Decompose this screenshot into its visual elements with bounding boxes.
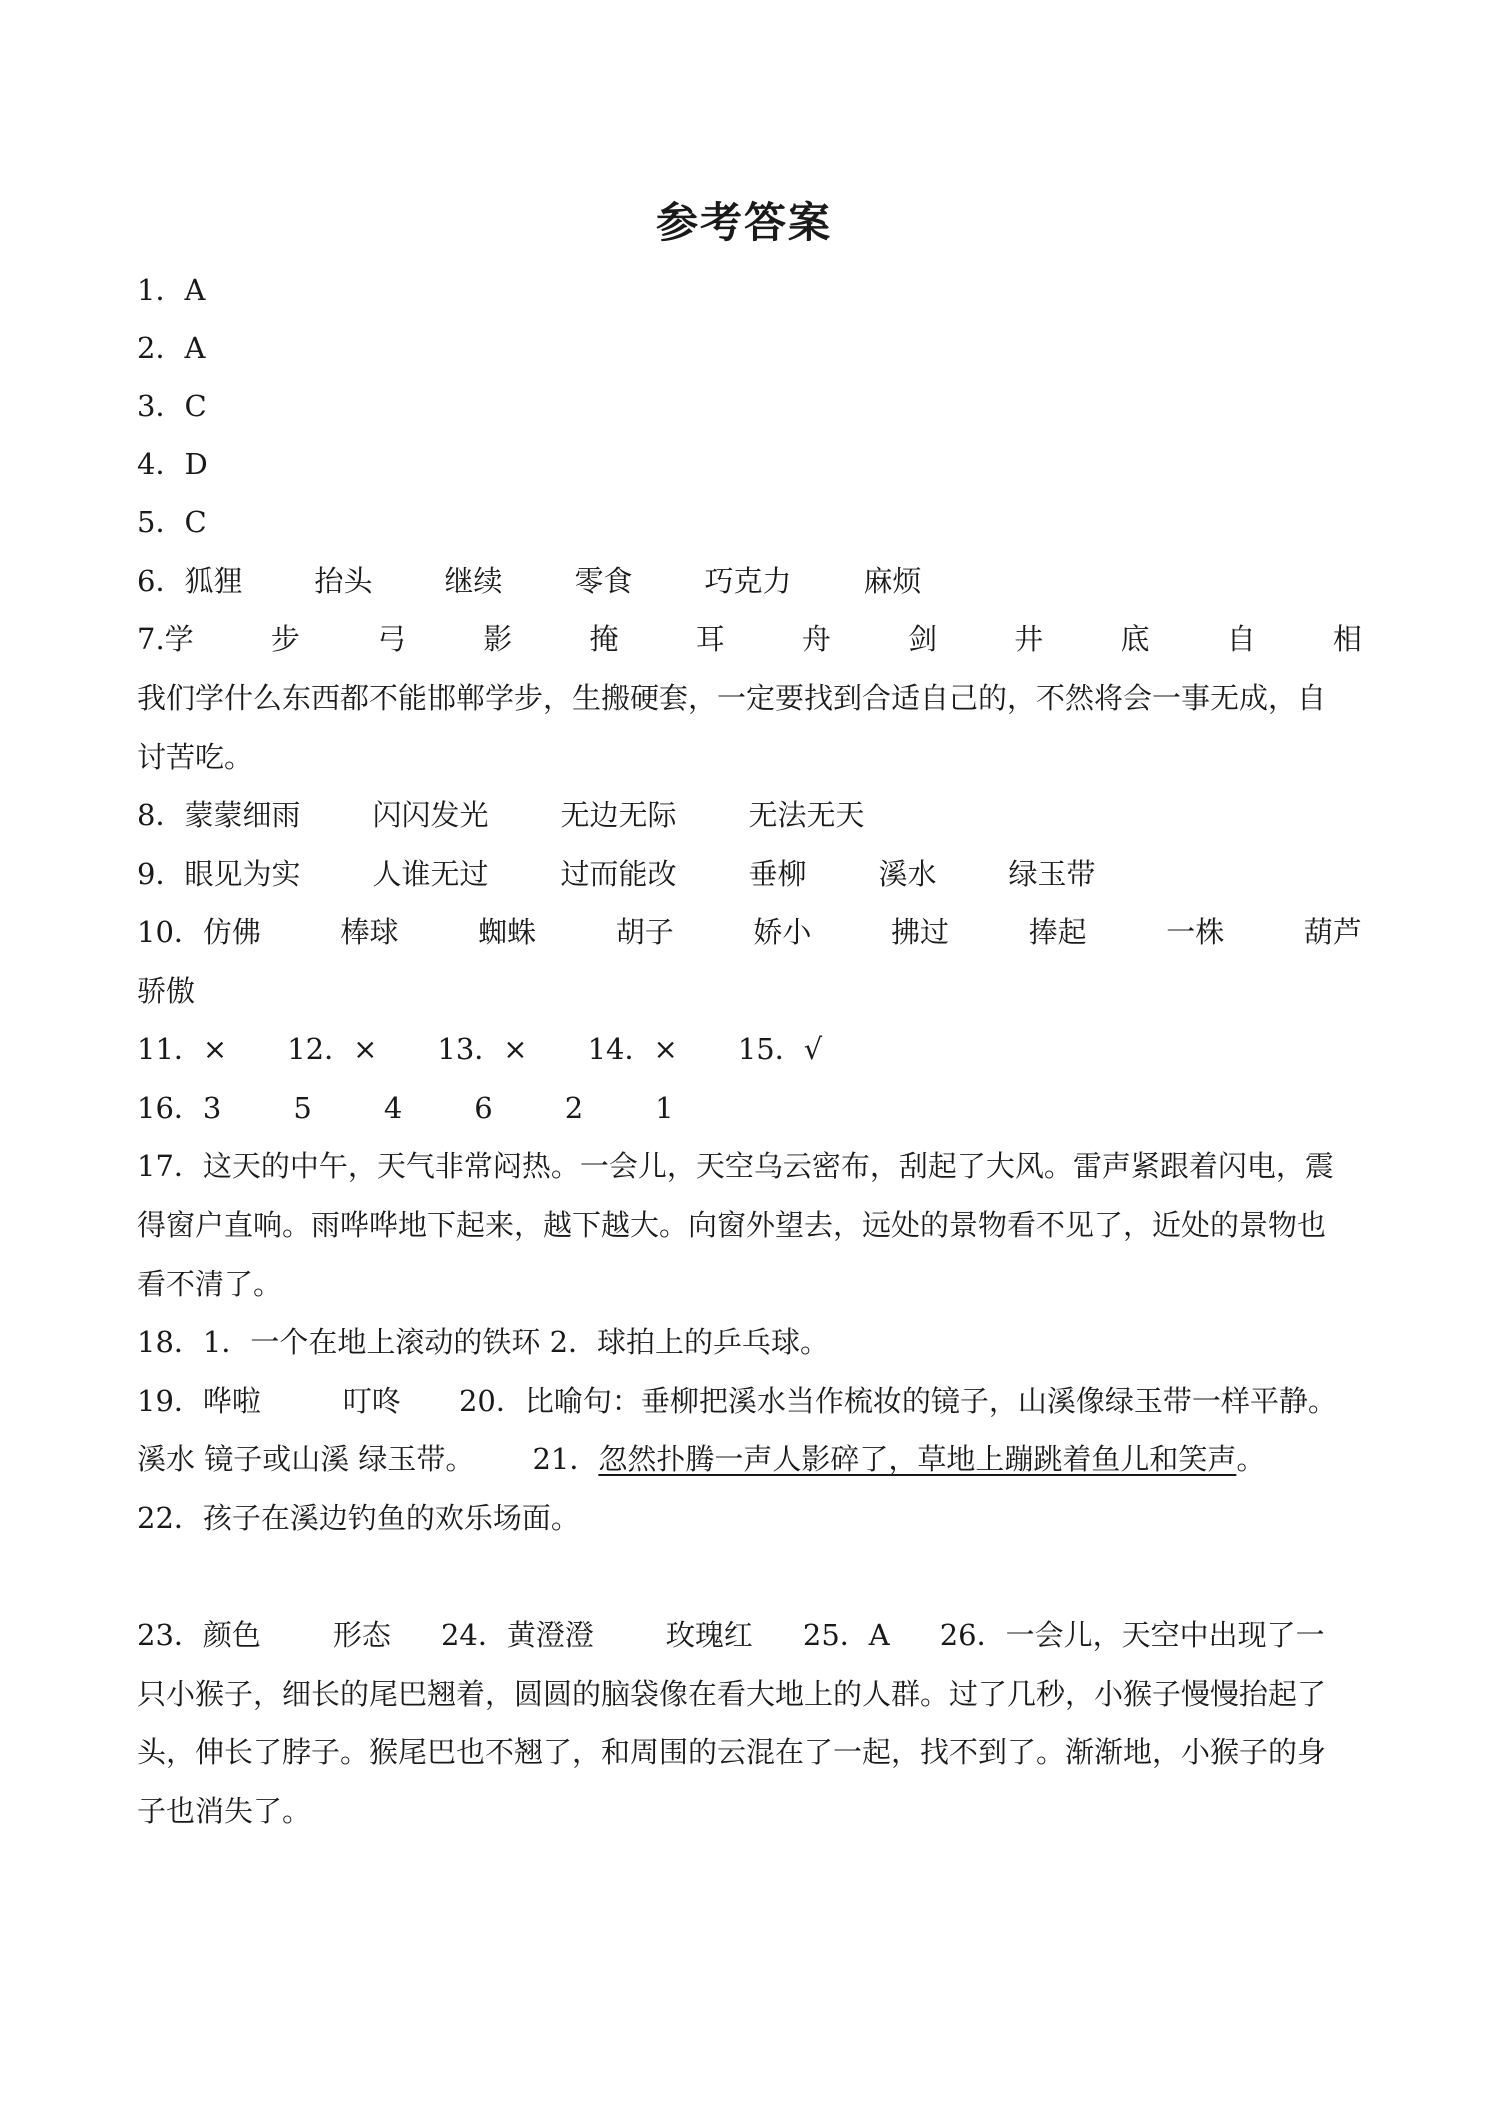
answer-16-value: 2 xyxy=(564,1091,584,1125)
answer-6-number: 6． xyxy=(137,564,185,598)
answer-19-word: 哗啦 xyxy=(202,1384,261,1418)
answer-7-line-2: 我们学什么东西都不能邯郸学步，生搬硬套，一定要找到合适自己的，不然将会一事无成，自 xyxy=(137,681,1327,715)
answers-23-26 xyxy=(137,1615,1362,1655)
answer-19-word: 叮咚 xyxy=(342,1384,401,1418)
answer-7-char: 剑 xyxy=(908,622,938,656)
answer-21-underlined-text: 忽然扑腾一声人影碎了，草地上蹦跳着鱼儿和笑声 xyxy=(598,1442,1237,1476)
answer-9-word: 过而能改 xyxy=(560,857,677,891)
answer-6-word: 麻烦 xyxy=(863,564,922,598)
answer-9-number: 9． xyxy=(137,857,185,891)
answer-9-word: 垂柳 xyxy=(748,857,807,891)
answer-7-char: 耳 xyxy=(695,622,725,656)
answer-12: 12．× xyxy=(287,1032,378,1066)
answer-23-word: 颜色 xyxy=(202,1618,261,1652)
answer-2: 2．A xyxy=(137,331,206,365)
answer-5: 5．C xyxy=(137,505,207,539)
answer-16-value: 3 xyxy=(202,1091,222,1125)
answer-21-period: 。 xyxy=(1236,1442,1266,1476)
answer-13: 13．× xyxy=(437,1032,528,1066)
answer-6-word: 狐狸 xyxy=(184,564,243,598)
answers-20-21 xyxy=(137,1439,1362,1479)
answer-6-word: 巧克力 xyxy=(704,564,792,598)
answer-7-number-char xyxy=(137,619,194,659)
answer-17-line-2: 得窗户直响。雨哗哗地下起来，越下越大。向窗外望去，远处的景物看不见了，近处的景物也 xyxy=(137,1208,1327,1242)
page-title: 参考答案 xyxy=(655,198,832,247)
answer-8-word: 无边无际 xyxy=(560,798,677,832)
answer-7-char: 底 xyxy=(1120,622,1150,656)
answer-7-char: 舟 xyxy=(801,622,831,656)
answer-20-continued: 溪水 镜子或山溪 绿玉带。 xyxy=(137,1442,475,1476)
answer-10-word: 葫芦 xyxy=(1303,915,1362,949)
answer-8-word: 蒙蒙细雨 xyxy=(184,798,301,832)
answer-1: 1．A xyxy=(137,273,206,307)
answer-26-line-4: 子也消失了。 xyxy=(137,1794,312,1828)
answer-7-char: 影 xyxy=(483,622,513,656)
answer-10-word: 捧起 xyxy=(1028,915,1087,949)
answer-10-word: 仿佛 xyxy=(202,915,261,949)
answer-8-word: 无法无天 xyxy=(748,798,865,832)
answer-16-value: 6 xyxy=(474,1091,493,1125)
answer-6-word: 抬头 xyxy=(314,564,373,598)
answer-22: 22．孩子在溪边钓鱼的欢乐场面。 xyxy=(137,1501,580,1535)
answers-19-20 xyxy=(137,1381,1362,1421)
answer-10-number-word xyxy=(137,912,261,952)
answer-18: 18．1．一个在地上滚动的铁环 2．球拍上的乒乓球。 xyxy=(137,1325,830,1359)
answer-6-word: 继续 xyxy=(444,564,503,598)
answer-10-word: 胡子 xyxy=(615,915,674,949)
answer-9-word: 眼见为实 xyxy=(184,857,301,891)
answer-16-value: 5 xyxy=(293,1091,312,1125)
answer-19-number: 19． xyxy=(137,1384,203,1418)
answer-10-number: 10． xyxy=(137,915,203,949)
answer-3: 3．C xyxy=(137,389,207,423)
answer-8 xyxy=(137,795,1362,835)
answer-9-word: 绿玉带 xyxy=(1008,857,1096,891)
answer-4: 4．D xyxy=(137,447,208,481)
answer-16 xyxy=(137,1088,1362,1128)
answer-20: 20．比喻句：垂柳把溪水当作梳妆的镜子，山溪像绿玉带一样平静。 xyxy=(458,1384,1337,1418)
answer-7-char: 自 xyxy=(1226,622,1256,656)
answer-10-word: 棒球 xyxy=(340,915,399,949)
answer-7-line-3: 讨苦吃。 xyxy=(137,740,254,774)
answer-7-char: 步 xyxy=(270,622,300,656)
answer-7-char: 学 xyxy=(164,622,194,656)
answer-10-word: 蜘蛛 xyxy=(478,915,537,949)
answer-16-value: 1 xyxy=(655,1091,674,1125)
answer-23-word: 形态 xyxy=(332,1618,391,1652)
answer-10-word: 娇小 xyxy=(753,915,812,949)
answer-7-chars xyxy=(137,619,1362,659)
answer-14: 14．× xyxy=(587,1032,678,1066)
answer-7-char: 相 xyxy=(1332,622,1362,656)
answer-26-start: 26．一会儿，天空中出现了一 xyxy=(939,1618,1325,1652)
answer-26-line-2: 只小猴子，细长的尾巴翘着，圆圆的脑袋像在看大地上的人群。过了几秒，小猴子慢慢抬起了 xyxy=(137,1677,1327,1711)
answer-24-number: 24． xyxy=(440,1618,507,1652)
answer-26-line-3: 头，伸长了脖子。猴尾巴也不翘了，和周围的云混在了一起，找不到了。渐渐地，小猴子的身 xyxy=(137,1735,1327,1769)
answer-25: 25．A xyxy=(802,1618,890,1652)
answer-6 xyxy=(137,561,1362,601)
answer-21-number: 21． xyxy=(532,1442,599,1476)
answer-16-value: 4 xyxy=(383,1091,403,1125)
answers-11-15 xyxy=(137,1029,1362,1069)
answer-15: 15．√ xyxy=(737,1032,823,1066)
answer-7-char: 井 xyxy=(1014,622,1044,656)
answer-10-line-2: 骄傲 xyxy=(137,974,196,1008)
answer-6-word: 零食 xyxy=(574,564,633,598)
answer-7-char: 掩 xyxy=(589,622,619,656)
answer-7-number: 7. xyxy=(137,622,165,656)
answer-17-line-3: 看不清了。 xyxy=(137,1267,283,1301)
answer-7-char: 弓 xyxy=(377,622,407,656)
answer-8-word: 闪闪发光 xyxy=(372,798,489,832)
answer-10 xyxy=(137,912,1362,952)
answer-24-word: 玫瑰红 xyxy=(665,1618,753,1652)
answer-9-word: 溪水 xyxy=(878,857,937,891)
answer-8-number: 8． xyxy=(137,798,185,832)
answer-17-line-1: 17．这天的中午，天气非常闷热。一会儿，天空乌云密布，刮起了大风。雷声紧跟着闪电，震 xyxy=(137,1149,1334,1183)
answer-11: 11．× xyxy=(137,1032,228,1066)
answer-10-word: 拂过 xyxy=(891,915,950,949)
answer-10-word: 一株 xyxy=(1166,915,1225,949)
answer-9 xyxy=(137,854,1362,894)
answer-23-number: 23． xyxy=(137,1618,203,1652)
answer-16-number: 16． xyxy=(137,1091,203,1125)
answer-24-word: 黄澄澄 xyxy=(506,1618,594,1652)
answer-9-word: 人谁无过 xyxy=(372,857,489,891)
